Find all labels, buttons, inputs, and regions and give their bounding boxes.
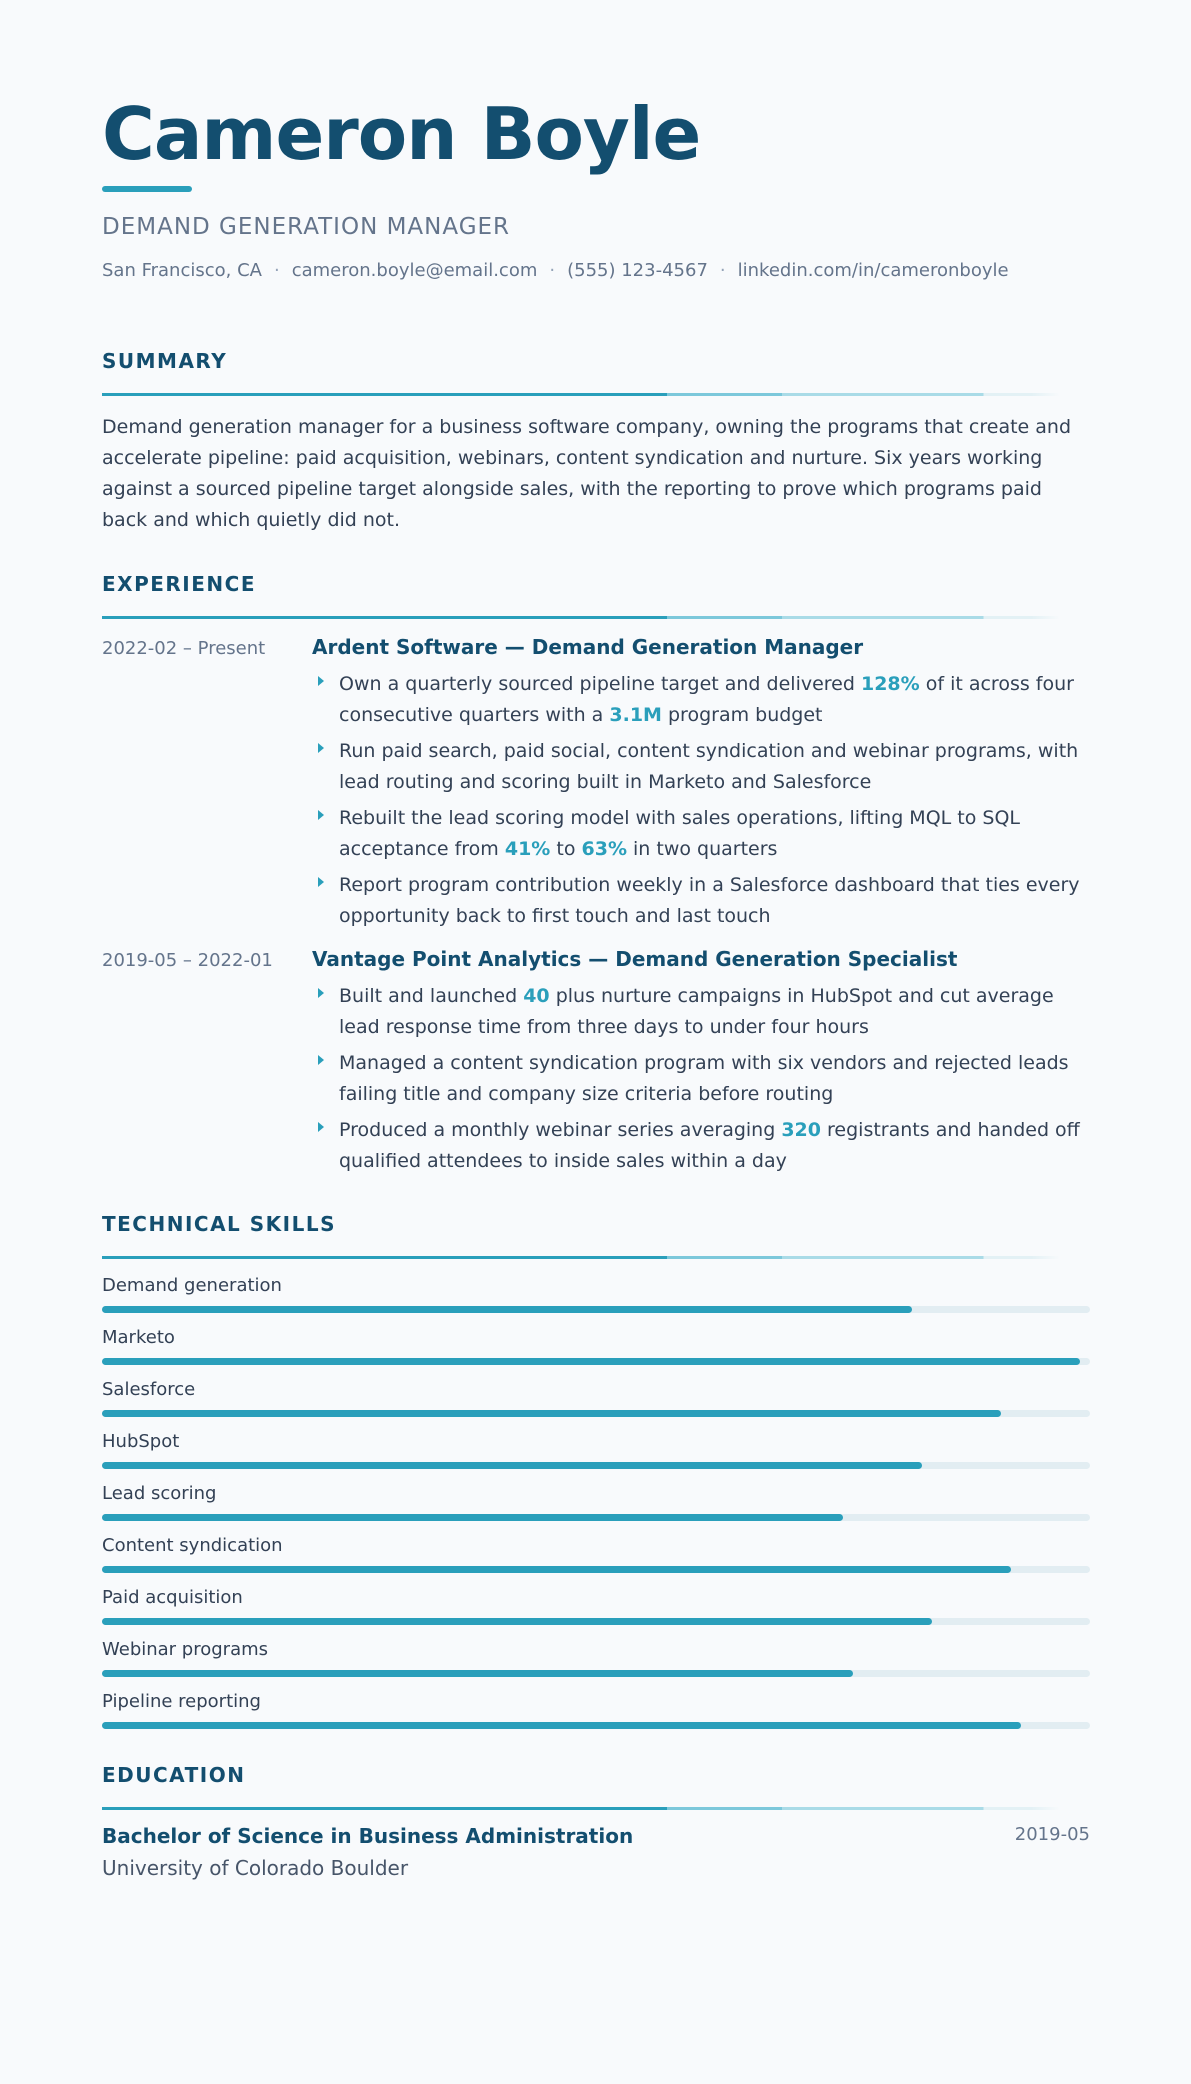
job-title: Vantage Point Analytics — Demand Generation Specialist [312,947,958,971]
job-bullet [312,1115,1089,1177]
job-body [312,635,1089,937]
bullet-text: registrants and handed off qualified attendees to inside sales within a day [339,1119,1080,1172]
bullet-text: Report program contribution weekly in a Salesforce dashboard that ties every opportunity back to first touch and last touch [339,874,1080,927]
section-divider [102,1807,1060,1810]
job-body [312,947,1089,1182]
skill-bar-fill [102,1618,932,1625]
job-bullet [312,1048,1089,1110]
job-bullet [312,981,1089,1043]
skill-bar-track [102,1462,1090,1469]
bullet-triangle-icon [318,988,324,998]
skill-bar-track [102,1670,1090,1677]
skill-bar-track [102,1306,1090,1313]
skill-item [102,1691,1089,1729]
skill-bar-track [102,1514,1090,1521]
bullet-triangle-icon [318,877,324,887]
bullet-text: Managed a content syndication program with six vendors and rejected leads failing title and company size criteria before routing [339,1052,1069,1105]
skill-bar-fill [102,1410,1001,1417]
section-title-education: EDUCATION [102,1763,246,1787]
skill-bar-fill [102,1514,843,1521]
bullet-triangle-icon [318,743,324,753]
skill-item [102,1587,1089,1625]
highlight-metric: 3.1M [609,704,662,726]
bullet-text: to [550,838,582,860]
contact-location: San Francisco, CA [102,260,262,281]
skill-label: Lead scoring [102,1483,217,1504]
contact-email[interactable]: cameron.boyle@email.com [291,260,538,281]
contact-line [102,260,1089,281]
job-entry [102,947,1089,1182]
skill-item [102,1639,1089,1677]
bullet-triangle-icon [318,810,324,820]
contact-linkedin[interactable]: linkedin.com/in/cameronboyle [737,260,1009,281]
skill-label: Salesforce [102,1379,196,1400]
education-row [102,1824,1090,1848]
skill-bar-fill [102,1306,912,1313]
bullet-text: in two quarters [626,838,778,860]
bullet-triangle-icon [318,1055,324,1065]
job-bullets [312,669,1089,932]
section-divider [102,1256,1060,1259]
education-school: University of Colorado Boulder [102,1856,409,1880]
bullet-text: Built and launched [339,985,524,1007]
bullet-text: Rebuilt the lead scoring model with sales operations, lifting MQL to SQL acceptance from [339,807,1020,860]
job-list [102,635,1089,1182]
section-title-summary: SUMMARY [102,349,228,373]
skill-item [102,1431,1089,1469]
skill-bar-track [102,1358,1090,1365]
bullet-triangle-icon [318,1122,324,1132]
skill-item [102,1483,1089,1521]
section-title-skills: TECHNICAL SKILLS [102,1212,336,1236]
bullet-text: program budget [661,704,823,726]
skill-bar-track [102,1618,1090,1625]
skill-bar-track [102,1722,1090,1729]
highlight-metric: 320 [781,1119,821,1141]
experience-section [102,572,1089,1182]
job-bullet [312,736,1089,798]
job-entry [102,635,1089,937]
bullet-text: of it across four consecutive quarters with a [339,673,1074,726]
skill-label: Marketo [102,1327,175,1348]
section-title-experience: EXPERIENCE [102,572,256,596]
contact-separator: · [719,260,726,281]
education-degree: Bachelor of Science in Business Administration [102,1824,634,1848]
bullet-text: Run paid search, paid social, content syndication and webinar programs, with lead routing and scoring built in Marketo and Salesforce [339,740,1079,793]
skill-bar-fill [102,1462,922,1469]
skill-label: Webinar programs [102,1639,269,1660]
highlight-metric: 41% [504,838,551,860]
highlight-metric: 128% [860,673,920,695]
skill-bar-track [102,1410,1090,1417]
contact-separator: · [549,260,556,281]
education-section [102,1763,1089,1880]
skill-label: Pipeline reporting [102,1691,261,1712]
skill-item [102,1275,1089,1313]
summary-section [102,349,1089,536]
skill-bar-fill [102,1566,1011,1573]
contact-separator: · [273,260,280,281]
skill-bar-track [102,1566,1090,1573]
job-title: Ardent Software — Demand Generation Manager [312,635,864,659]
bullet-text: Own a quarterly sourced pipeline target and delivered [339,673,861,695]
skill-bar-fill [102,1670,853,1677]
job-dates: 2022-02 – Present [102,638,266,659]
candidate-name: Cameron Boyle [102,92,701,176]
bullet-text: plus nurture campaigns in HubSpot and cut average lead response time from three days to under four hours [339,985,1054,1038]
name-underline [102,186,192,192]
highlight-metric: 63% [581,838,627,860]
section-divider [102,616,1060,619]
contact-phone[interactable]: (555) 123-4567 [567,260,708,281]
skill-item [102,1379,1089,1417]
education-date: 2019-05 [1014,1824,1090,1845]
job-bullets [312,981,1089,1177]
skills-section [102,1212,1089,1729]
summary-text: Demand generation manager for a business software company, owning the programs that create and accelerate pipeline: paid acquisition, webinars, content syndication and nurture. Six years working against a sourced pipeline target alongside sales, with the reporting to prove which programs paid back and which quietly did not. [102,416,1072,531]
skill-item [102,1535,1089,1573]
skill-label: Demand generation [102,1275,282,1296]
job-dates: 2019-05 – 2022-01 [102,950,273,971]
skill-item [102,1327,1089,1365]
job-role: DEMAND GENERATION MANAGER [102,214,511,240]
bullet-text: Produced a monthly webinar series averaging [339,1119,782,1141]
job-bullet [312,803,1089,865]
skill-bar-fill [102,1722,1021,1729]
highlight-metric: 40 [523,985,550,1007]
bullet-triangle-icon [318,676,324,686]
job-bullet [312,870,1089,932]
section-divider [102,393,1060,396]
skill-label: Content syndication [102,1535,283,1556]
skill-label: Paid acquisition [102,1587,243,1608]
skill-label: HubSpot [102,1431,180,1452]
skill-bar-fill [102,1358,1080,1365]
skill-list [102,1275,1089,1729]
job-bullet [312,669,1089,731]
